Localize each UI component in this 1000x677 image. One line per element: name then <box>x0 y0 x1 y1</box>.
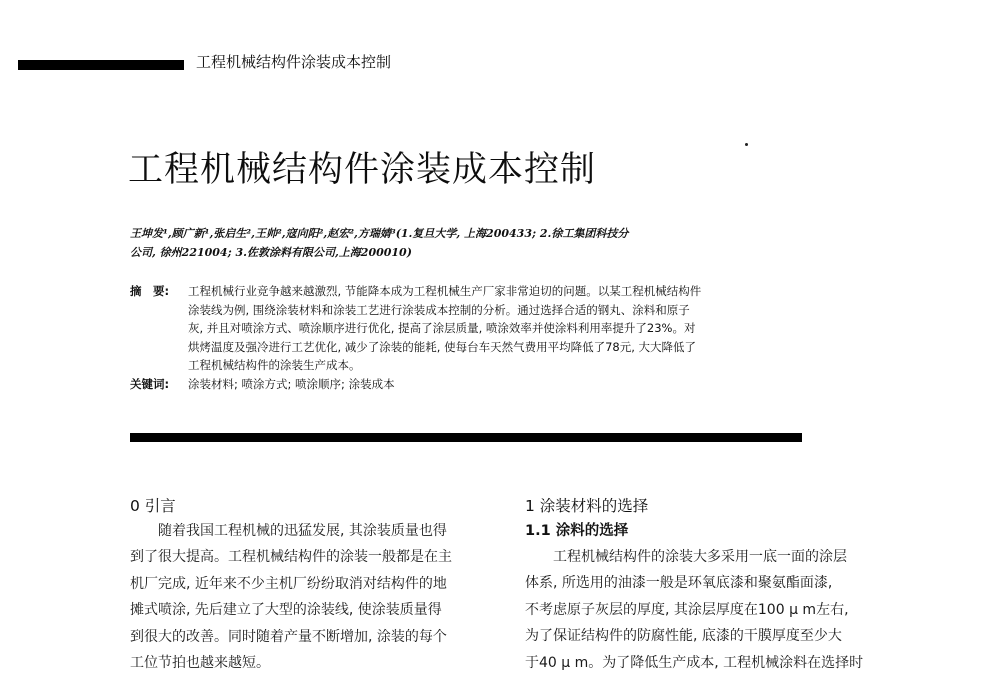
keywords-label: 关键词: <box>130 377 170 391</box>
body-line: 体系, 所选用的油漆一般是环氧底漆和聚氨酯面漆, <box>525 575 833 592</box>
abstract-line: 灰, 并且对喷涂方式、喷涂顺序进行优化, 提高了涂层质量, 喷涂效率并使涂料利用率提升了23%。对 <box>188 321 696 335</box>
keywords-block <box>130 375 395 393</box>
author-line: 王坤发¹,顾广新¹,张启生²,王帅²,寇向阳²,赵宏²,方瑞婧³(1.复旦大学, 上海200433; 2.徐工集团科技分 <box>130 227 629 240</box>
abstract-line: 涂装线为例, 围绕涂装材料和涂装工艺进行涂装成本控制的分析。通过选择合适的钢丸、涂料和原子 <box>188 302 690 317</box>
body-line: 工位节拍也越来越短。 <box>130 655 270 672</box>
abstract-line: 工程机械结构件的涂装生产成本。 <box>188 358 361 372</box>
abstract-line: 烘烤温度及强冷进行工艺优化, 减少了涂装的能耗, 使每台车天然气费用平均降低了78元, 大大降低了 <box>188 339 697 354</box>
body-line: 于40 μ m。为了降低生产成本, 工程机械涂料在选择时 <box>525 654 864 671</box>
running-header-title: 工程机械结构件涂装成本控制 <box>196 53 392 71</box>
abstract-label: 摘 要: <box>130 284 170 298</box>
section-heading-materials: 1 涂装材料的选择 <box>525 497 649 515</box>
abstract-text <box>188 282 701 375</box>
subsection-heading-coatings: 1.1 涂料的选择 <box>525 523 629 539</box>
abstract-block <box>130 282 810 375</box>
article-title: 工程机械结构件涂装成本控制 <box>128 150 597 190</box>
body-line: 为了保证结构件的防腐性能, 底漆的干膜厚度至少大 <box>525 628 842 645</box>
section-divider <box>130 433 802 442</box>
body-line: 到了很大提高。工程机械结构件的涂装一般都是在主 <box>130 549 452 566</box>
body-line: 机厂完成, 近年来不少主机厂纷纷取消对结构件的地 <box>130 575 447 592</box>
abstract-line: 工程机械行业竞争越来越激烈, 节能降本成为工程机械生产厂家非常迫切的问题。以某工程机械结构件 <box>188 284 702 298</box>
body-line: 到很大的改善。同时随着产量不断增加, 涂装的每个 <box>130 628 447 645</box>
right-column <box>525 494 905 676</box>
left-column <box>130 494 500 676</box>
author-affiliations <box>130 224 770 262</box>
body-line: 工程机械结构件的涂装大多采用一底一面的涂层 <box>525 549 847 565</box>
body-line: 随着我国工程机械的迅猛发展, 其涂装质量也得 <box>130 523 447 539</box>
scan-speck <box>745 143 748 146</box>
author-line: 公司, 徐州221004; 3.佐敦涂料有限公司,上海200010) <box>130 246 412 259</box>
keywords-text: 涂装材料; 喷涂方式; 喷涂顺序; 涂装成本 <box>188 377 395 391</box>
body-line: 摊式喷涂, 先后建立了大型的涂装线, 使涂装质量得 <box>130 602 442 619</box>
section-heading-introduction: 0 引言 <box>130 497 176 515</box>
body-line: 不考虑原子灰层的厚度, 其涂层厚度在100 μ m左右, <box>525 601 849 618</box>
running-header-bar <box>18 60 184 70</box>
